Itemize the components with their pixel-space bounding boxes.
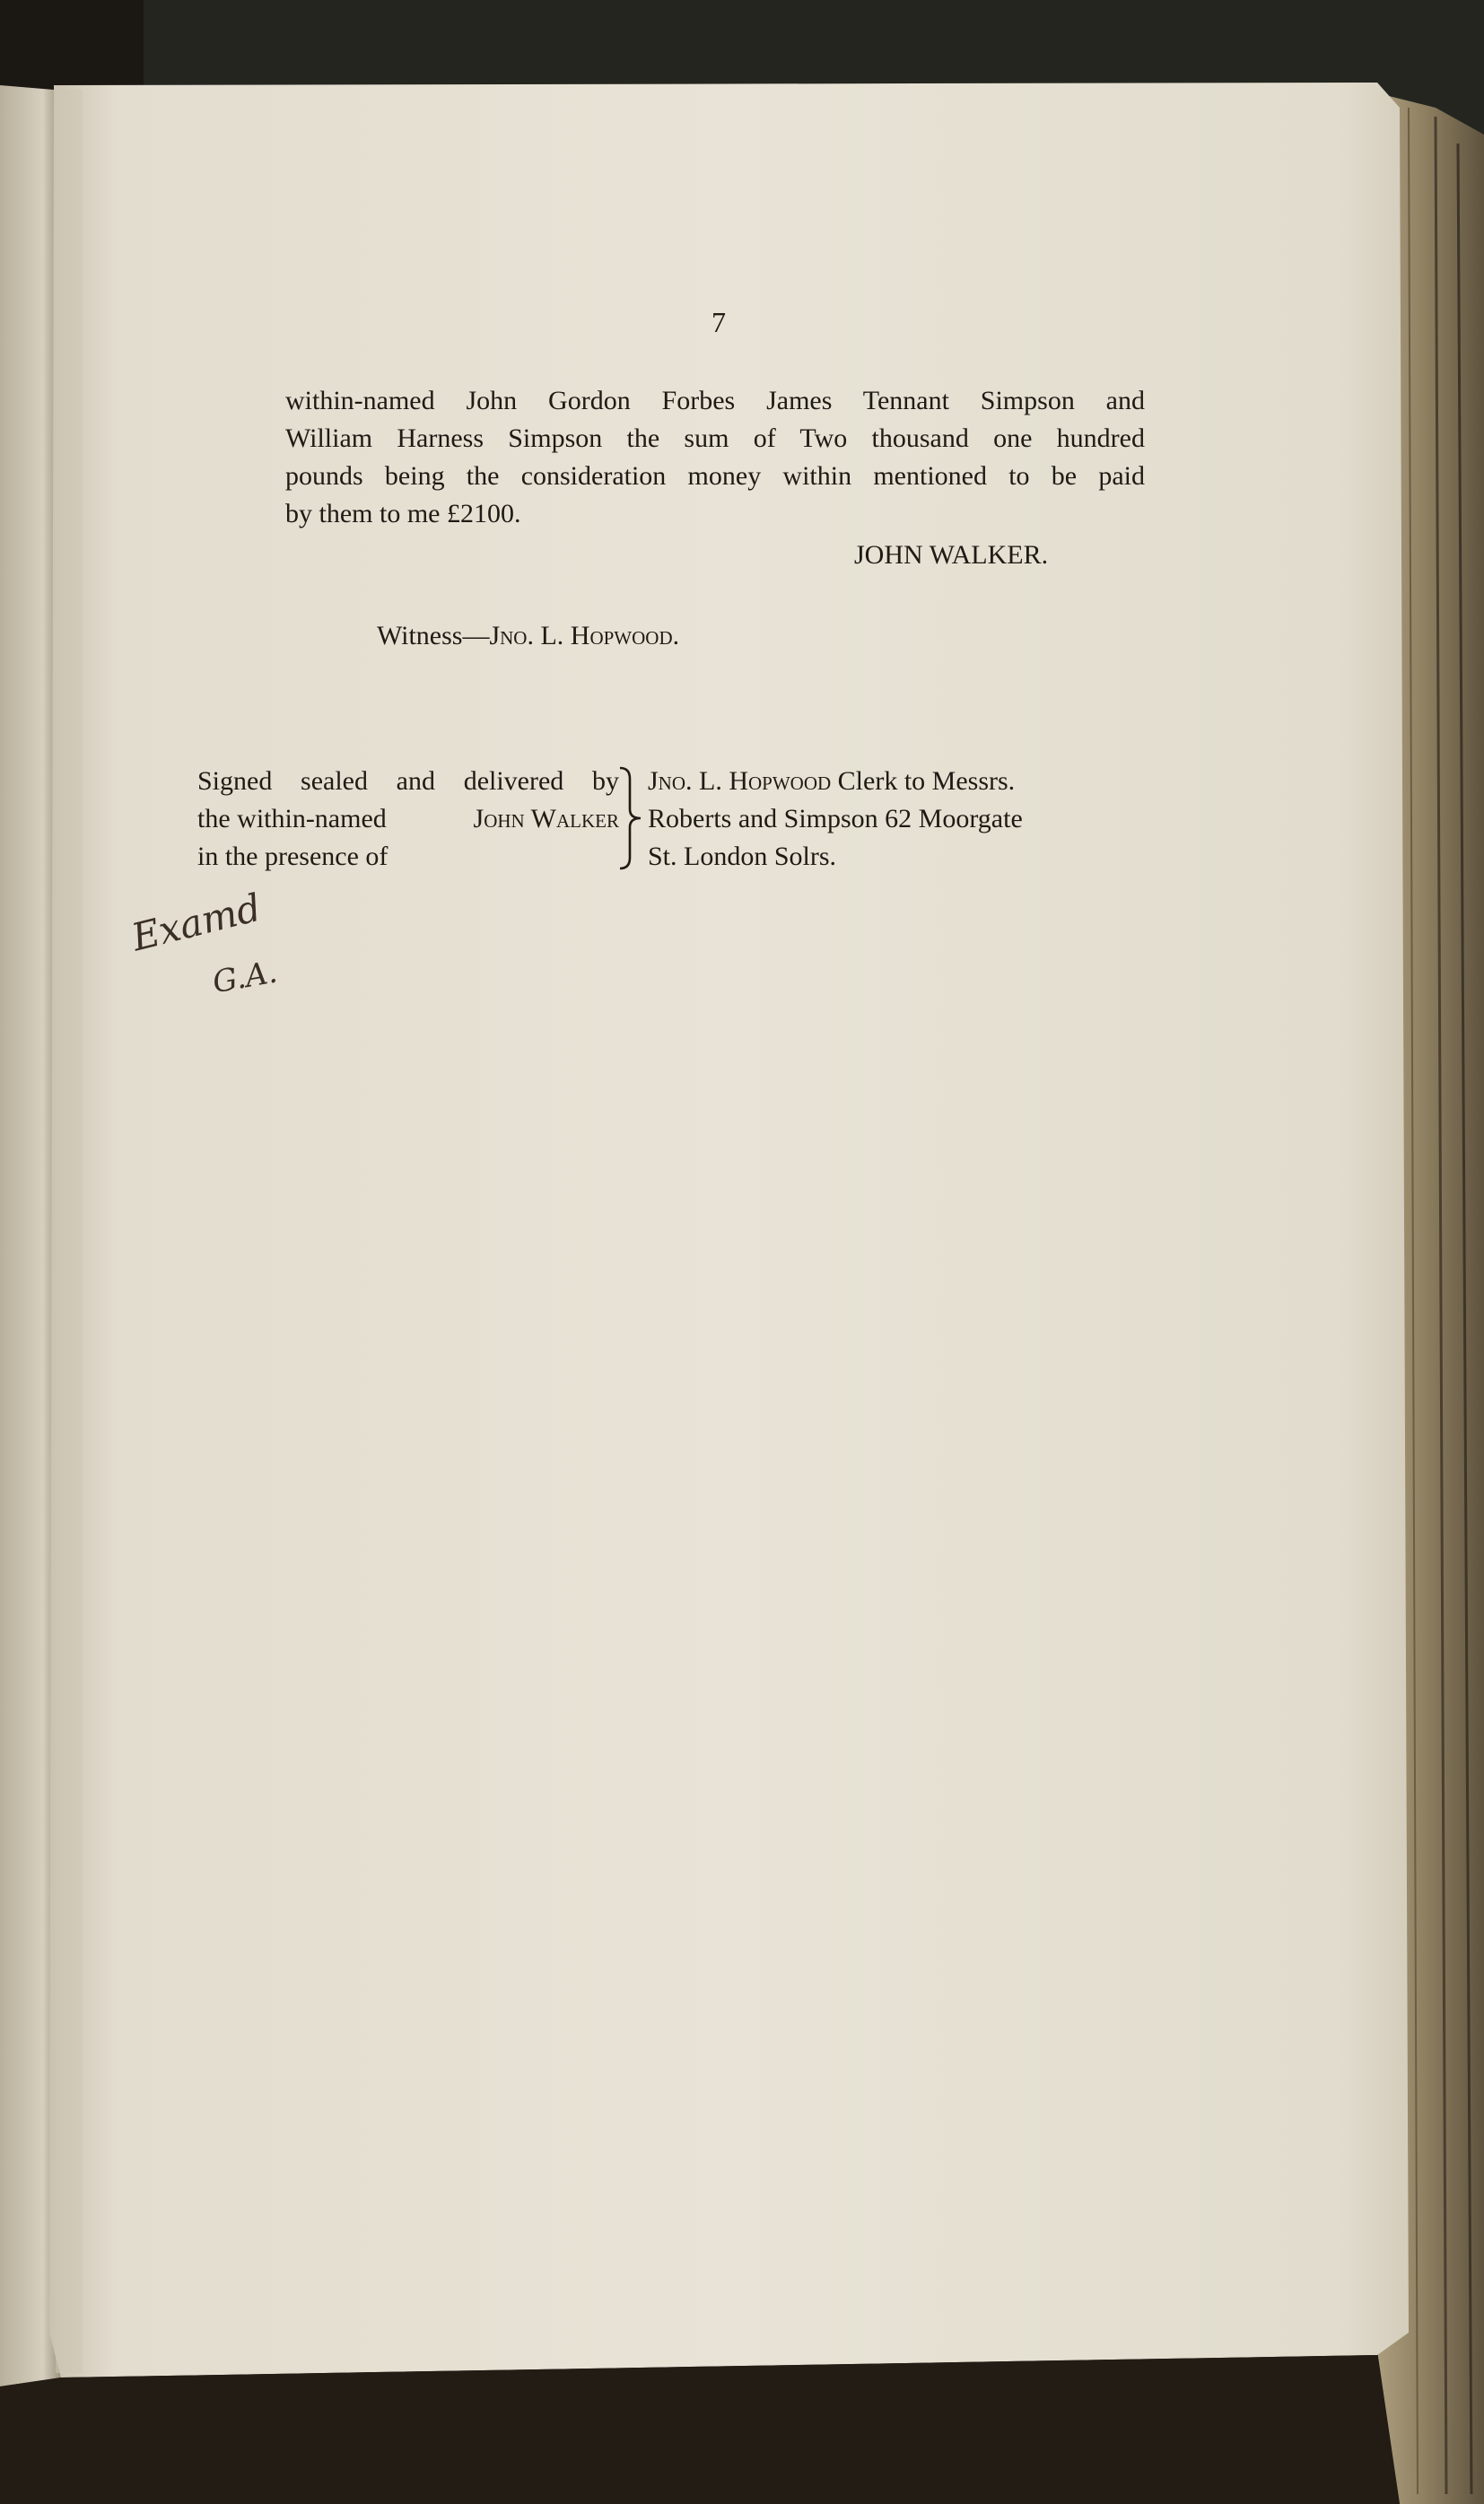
attestation-left-line: Signed sealed and delivered by <box>197 766 619 796</box>
handwritten-examd: Examd <box>127 885 266 960</box>
witness-name: Jno. L. Hopwood. <box>489 621 680 650</box>
witness-line <box>377 623 679 650</box>
paragraph-line: within-named John Gordon Forbes James Tennant Simpson and <box>285 386 1145 415</box>
curly-brace <box>617 764 644 872</box>
attestation-right-line: St. London Solrs. <box>648 842 837 871</box>
page-number: 7 <box>711 306 726 338</box>
signature-john-walker: JOHN WALKER. <box>854 540 1049 570</box>
paragraph-line: pounds being the consideration money within mentioned to be paid <box>285 461 1145 491</box>
attestation-john-walker: John Walker <box>473 804 619 833</box>
attestation-within-named: the within-named <box>197 804 387 833</box>
attestation-right-line: Roberts and Simpson 62 Moorgate <box>648 804 1023 833</box>
witness-label: Witness— <box>377 621 490 650</box>
attestation-right-line <box>648 768 1015 795</box>
clerk-name: Jno. L. Hopwood <box>648 766 832 796</box>
paragraph-line: by them to me £2100. <box>285 499 521 528</box>
paragraph-line: William Harness Simpson the sum of Two thousand one hundred <box>285 423 1145 453</box>
handwritten-initials: G.A. <box>210 954 280 1001</box>
attestation-left-line: in the presence of <box>197 842 388 871</box>
attestation-left-line <box>197 806 619 833</box>
clerk-title: Clerk to Messrs. <box>831 766 1016 796</box>
